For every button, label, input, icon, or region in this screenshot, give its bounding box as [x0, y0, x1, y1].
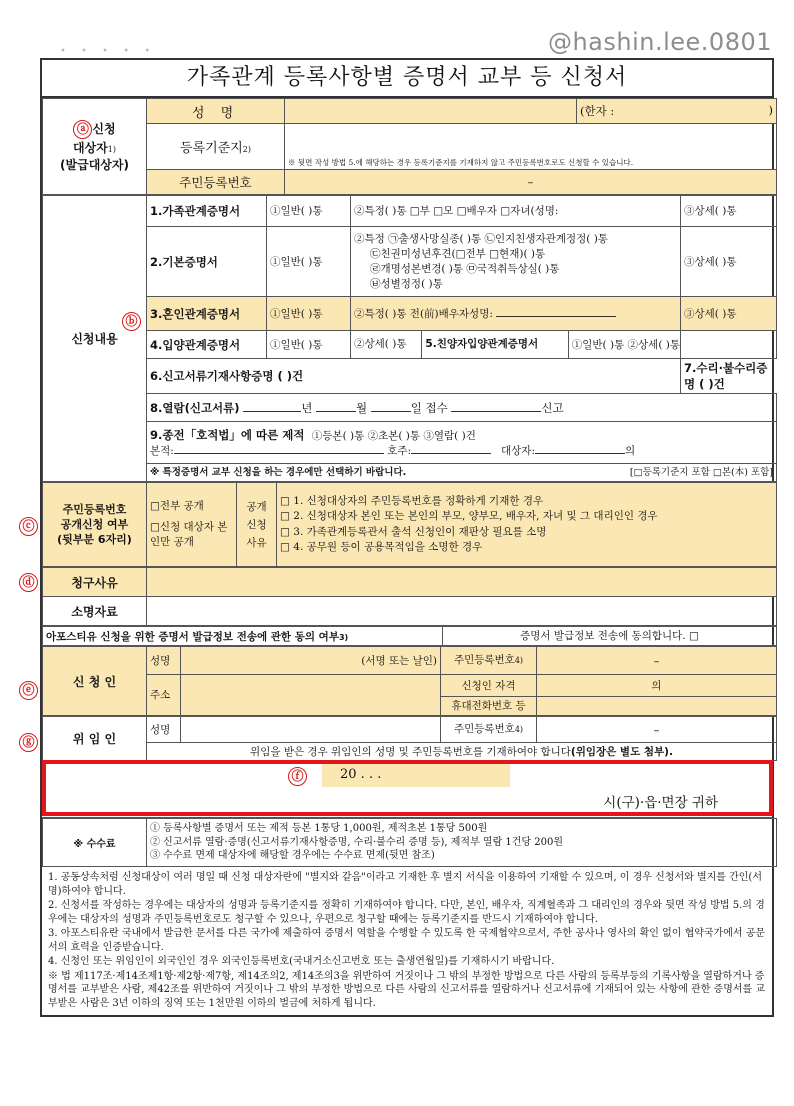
disclosure-label-3: (뒷부분 6자리): [57, 533, 132, 546]
requester-label-cell: [22, 647, 147, 716]
row9-title: 9.종전「호적법」에 따른 제적: [150, 428, 305, 442]
delegate-note-bold: (위임장은 별도 첨부).: [570, 745, 673, 758]
row9-opts: ①등본( )통 ②초본( )통 ③열람( )건: [311, 430, 476, 442]
requester-address-field[interactable]: [181, 675, 441, 716]
row3-opt2[interactable]: [351, 297, 681, 331]
marker-a: ⓐ: [73, 120, 92, 139]
applicant-label-2: 대상자: [73, 141, 108, 155]
claim-reason-label: 청구사유: [71, 575, 118, 590]
disclosure-reason-label: 공개 신청 사유: [237, 483, 277, 567]
apostille-label: 아포스티유 신청을 위한 증명서 발급정보 전송에 관한 동의 여부3): [43, 627, 443, 646]
hanja-field[interactable]: [577, 99, 777, 124]
disclosure-label-2: 공개신청 여부: [60, 518, 129, 531]
disclosure-reasons[interactable]: [277, 483, 777, 567]
delegate-resident-label: 주민등록번호4): [441, 717, 537, 743]
marker-d: ⓓ: [19, 573, 38, 592]
special-note: ※ 특정증명서 교부 신청을 하는 경우에만 선택하기 바랍니다.: [150, 466, 407, 478]
marker-c: ⓒ: [19, 517, 38, 536]
note-4: 4. 신청인 또는 위임인이 외국인인 경우 외국인등록번호(국내거소신고번호 또는 출생연월일)를 기재하시기 바랍니다.: [48, 956, 555, 967]
sign-hint: (서명 또는 날인): [361, 654, 437, 667]
marker-g: ⓖ: [19, 733, 38, 752]
resident-no-field[interactable]: –: [285, 170, 777, 195]
request-label-cell: [43, 196, 147, 482]
row4-opt1[interactable]: ①일반( )통: [267, 331, 351, 359]
row4-opt2-and-row5: [351, 331, 681, 359]
row6[interactable]: 6.신고서류기재사항증명 ( )건: [147, 359, 681, 394]
disclosure-options[interactable]: [147, 483, 237, 567]
date-field[interactable]: [322, 763, 510, 787]
watermark: @hashin.lee.0801: [547, 28, 772, 56]
claim-reason-label-cell: [22, 568, 147, 597]
apostille-consent[interactable]: 증명서 발급정보 전송에 동의합니다. □: [443, 627, 777, 646]
special-opts[interactable]: [□등록기준지 포함 □본(本) 포함]: [629, 466, 773, 478]
reason-1[interactable]: □ 1. 신청대상자의 주민등록번호를 정확하게 기재한 경우: [280, 494, 544, 507]
delegate-label-cell: [22, 717, 147, 761]
row9-target: 대상자:: [501, 445, 535, 457]
row8-title: 8.열람(신고서류): [150, 400, 240, 415]
note-3: 3. 아포스티유란 국내에서 발급한 문서를 다른 국가에 제출하여 증명서 역할을 수행할 수 있도록 한 국제협약으로서, 주한 공사나 영사의 확인 없이 협약국가에서 공문서의 효력을 인증받습니다.: [48, 928, 766, 953]
row8[interactable]: [147, 394, 777, 422]
delegate-resident-field[interactable]: –: [537, 717, 777, 743]
reason-4[interactable]: □ 4. 공무원 등이 공용목적임을 소명한 경우: [280, 541, 483, 553]
requester-resident-label: 주민등록번호4): [441, 647, 537, 675]
row9-hoju: 호주:: [387, 445, 411, 457]
row3-opt3[interactable]: ③상세( )통: [681, 297, 777, 331]
notes: [42, 867, 772, 1015]
special-note-row: [147, 464, 777, 482]
row4-title: 4.입양관계증명서: [147, 331, 267, 359]
row5-title: 5.친양자입양관계증명서: [422, 331, 568, 358]
opt-disclose-all[interactable]: □전부 공개: [150, 500, 204, 512]
date-area: [42, 761, 772, 818]
row1-opt1[interactable]: ①일반( )통: [267, 196, 351, 227]
claim-reason-field[interactable]: [147, 568, 777, 597]
hanja-close: ): [768, 103, 773, 117]
row2-opt2-line3: ㉣개명성본변경( )통 ㉤국적취득상실( )통: [370, 262, 560, 275]
row3-opt1[interactable]: ①일반( )통: [267, 297, 351, 331]
fee-line-3: ③ 수수료 면제 대상자에 해당할 경우에는 수수료 면제(뒷면 참조): [150, 850, 435, 862]
row2-opt1[interactable]: ①일반( )통: [267, 227, 351, 297]
requester-resident-field[interactable]: –: [537, 647, 777, 675]
row5-opts-cont: [681, 331, 777, 359]
row3-opt2-text: ②특정( )통 전(前)배우자성명:: [354, 307, 493, 320]
phone-field[interactable]: [537, 697, 777, 716]
fee-label: ※ 수수료: [43, 819, 147, 867]
disclosure-table: [22, 482, 777, 567]
marker-f: ⓕ: [288, 767, 307, 786]
requester-name-field[interactable]: [181, 647, 441, 675]
note-penalty: ※ 법 제117조·제14조제1항·제2항·제7항, 제14조의2, 제14조의3을 위반하여 거짓이나 그 밖의 부정한 방법으로 다른 사람의 등록부등의 기록사항을 열람하거나 증명서를 교부받은 사람, 제42조를 위반하여 거짓이나 그 밖의 부정한 방법으로 다른 사람의 신고서류를 열람하거나 신고서류에 기재되어 있는 사항에 관한 증명서를 교부받은 사람은 3년 이하의 징역 또는 1천만원 이하의 벌금에 처하게 됩니다.: [48, 970, 766, 1009]
requester-label: 신 청 인: [72, 674, 117, 689]
fee-line-2: ② 신고서류 열람·증명(신고서류기재사항증명, 수리·불수리 증명 등), 제적부 열람 1건당 200원: [150, 836, 564, 848]
reg-basis-note: ※ 뒷면 작성 방법 5.에 해당하는 경우 등록기준지를 기재하지 않고 주민등록번호로도 신청할 수 있습니다.: [288, 158, 634, 167]
row3-title: 3.혼인관계증명서: [147, 297, 267, 331]
row1-opt3[interactable]: ③상세( )통: [681, 196, 777, 227]
row9-ui: 의: [624, 445, 636, 457]
delegate-name-field[interactable]: [181, 717, 441, 743]
proof-field[interactable]: [147, 597, 777, 626]
row1-opt2[interactable]: ②특정( )통 □부 □모 □배우자 □자녀(성명:: [351, 196, 681, 227]
decorative-dots: • • • • •: [60, 46, 157, 57]
claim-table: [22, 567, 777, 626]
reg-basis-label: 등록기준지2): [147, 124, 285, 170]
row8-day: 일 접수: [410, 400, 448, 415]
form-title: 가족관계 등록사항별 증명서 교부 등 신청서: [42, 60, 772, 98]
note-1: 1. 공동상속처럼 신청대상이 여러 명일 때 신청 대상자란에 "별지와 같음"이라고 기재한 후 별지 서식을 이용하여 기재할 수 있으며, 이 경우 신청서와 별지를 간인(서명)하여야 합니다.: [48, 872, 762, 897]
delegate-note-text: 위임을 받은 경우 위임인의 성명 및 주민등록번호를 기재하여야 합니다: [250, 745, 571, 758]
row2-opt2[interactable]: [351, 227, 681, 297]
reason-3[interactable]: □ 3. 가족관계등록관서 출석 신청인이 재판상 필요를 소명: [280, 525, 547, 538]
phone-label: 휴대전화번호 등: [441, 697, 537, 716]
row9-bonjeok: 본적:: [150, 445, 174, 457]
application-form: [22, 58, 774, 1017]
qualification-field[interactable]: 의: [537, 675, 777, 697]
row8-tail: 신고: [541, 400, 564, 415]
fee-line-1: ① 등록사항별 증명서 또는 제적 등본 1통당 1,000원, 제적초본 1통당 500원: [150, 823, 488, 835]
marker-e: ⓔ: [19, 681, 38, 700]
disclosure-label-cell: [22, 483, 147, 567]
opt-disclose-self[interactable]: □신청 대상자 본인만 공개: [150, 521, 228, 548]
applicant-label-3: (발급대상자): [60, 158, 129, 172]
requester-table: [22, 646, 777, 716]
row4-opt2[interactable]: ②상세( )통: [351, 331, 422, 358]
qualification-label: 신청인 자격: [441, 675, 537, 697]
note-2: 2. 신청서를 작성하는 경우에는 대상자의 성명과 등록기준지를 정확히 기재하여야 합니다. 다만, 본인, 배우자, 직계혈족과 그 대리인의 경우와 뒷면 작성 방법 5.의 경우에는 대상자의 성명과 주민등록번호로도 청구할 수 있으나, 우편으로 청구할 때에는 등록기준지를 반드시 기재하여야 합니다.: [48, 900, 765, 925]
row5-opts[interactable]: ①일반( )통 ②상세( )통: [571, 338, 680, 351]
name-label: 성 명: [147, 99, 285, 124]
date-line: 20 . . .: [340, 767, 382, 782]
row9[interactable]: [147, 422, 777, 464]
fee-table: [42, 818, 777, 867]
row2-opt2-line4: ㉥성별정정( )통: [370, 277, 443, 290]
row7[interactable]: 7.수리·불수리증명 ( )건: [681, 359, 777, 394]
proof-label: 소명자료: [43, 597, 147, 626]
row1-title: 1.가족관계증명서: [147, 196, 267, 227]
delegate-label: 위 임 인: [72, 732, 117, 746]
applicant-table: [42, 98, 777, 195]
row2-opt3[interactable]: ③상세( )통: [681, 227, 777, 297]
applicant-label-1: 신청: [92, 122, 116, 136]
delegate-name-label: 성명: [147, 717, 181, 743]
reason-2[interactable]: □ 2. 신청대상자 본인 또는 본인의 부모, 양부모, 배우자, 자녀 및 그 대리인인 경우: [280, 510, 658, 522]
name-field[interactable]: [285, 99, 577, 124]
resident-no-label: 주민등록번호: [147, 170, 285, 195]
row8-year: 년: [301, 400, 313, 415]
row2-opt2-line2: ㉢친권미성년후견(□전부 □현재)( )통: [370, 247, 546, 260]
apostille-table: [42, 626, 777, 646]
row2-title: 2.기본증명서: [147, 227, 267, 297]
request-label: 신청내용: [71, 332, 118, 346]
requester-address-label: 주소: [147, 675, 181, 716]
hanja-label: (한자 :: [580, 104, 615, 118]
row8-month: 월: [355, 400, 368, 415]
marker-b: ⓑ: [122, 312, 141, 331]
delegate-table: [22, 716, 777, 761]
recipient: 시(구)·읍·면장 귀하: [603, 795, 718, 811]
disclosure-label-1: 주민등록번호: [62, 503, 127, 516]
request-table: [42, 195, 777, 482]
requester-name-label: 성명: [147, 647, 181, 675]
applicant-label-cell: ⓐ 신청 대상자1) (발급대상자): [43, 99, 147, 195]
reg-basis-field[interactable]: [285, 124, 777, 170]
row2-opt2-line1: ②특정 ㉠출생사망실종( )통 ㉡인지친생자관계정정( )통: [354, 232, 608, 245]
fee-lines: [147, 819, 777, 867]
delegate-note: [147, 743, 777, 761]
